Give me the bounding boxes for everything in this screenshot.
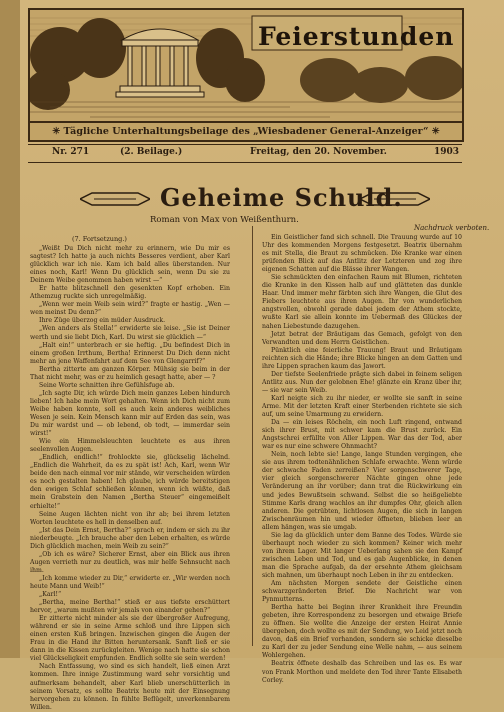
paragraph: Nach Entfassung, wo sind es sich handelt, ließ einen Arzt kommen. Ihre innige Zustimmung ward sehr vorsichtig und aufmerksam behandelt, aber Karl blieb unerschütterlich in seinem Vorsatz, es sollte Beatrix heute mit der Einsegnung hervorgehen zu können. In fühlte Beflügelt, unverkennbarem Willen. — [30, 663, 230, 711]
issue-date: Freitag, den 20. November. — [250, 147, 387, 157]
paragraph: Da — ein leises Röcheln, ein noch Luft ringend, entwand sich ihrer Brust, mit schwer kam die Brust zurück. Ein Angstschrei erfüllte von Aller Lippen. War das der Tod, aber war es nur eine schwere Ohnmacht? — [262, 419, 462, 451]
paragraph: Ihre Züge überzog ein müder Ausdruck. — [39, 317, 166, 325]
binding-gutter — [0, 0, 20, 658]
issue-number: Nr. 271 — [52, 147, 90, 157]
article-title: Geheime Schuld. — [160, 183, 403, 212]
paragraph: „Wen anders als Stella!“ erwiderte sie leise. „Sie ist Deiner werth und sie liebt Dich, Karl. Du wirst sie glücklich —“ — [30, 325, 230, 341]
paragraph: Wie ein Himmelsleuchten leuchtete es aus ihren seelenvollen Augen. — [30, 438, 230, 454]
masthead-title: Feierstunden — [258, 22, 455, 51]
article-byline: Roman von Max von Weißenthurn. — [150, 215, 299, 225]
paragraph: „Ich komme wieder zu Dir,“ erwiderte er. „Wir werden noch heute Mann und Weib!“ — [30, 574, 230, 590]
paragraph: Karl neigte sich zu ihr nieder, er wollte sie sanft in seine Arme. Mit der letzten Kraft einer Sterbenden richtete sie sich auf, um seine Umarmung zu erwidern. — [262, 394, 462, 419]
paragraph: „Ist das Dein Ernst, Bertha?“ sprach er, indem er sich zu ihr niederbeugte. „Ich brauche aber den Leben erhalten, es würde Dich glücklich machen, mein Weib zu sein?“ — [30, 526, 230, 550]
article-headline — [80, 183, 430, 213]
paragraph: Pünktlich eine feierliche Trauung! Braut und Bräutigam reichten sich die Hände; ihre Blicke hingen an dem Gatten und ihre Lippen sprachen kaum das Jawort. — [262, 346, 462, 370]
issue-section: (2. Beilage.) — [120, 147, 183, 157]
article-column-right — [262, 234, 462, 685]
continuation-tag: (7. Fortsetzung.) — [72, 235, 127, 243]
issue-year: 1903 — [434, 147, 460, 157]
paragraph: Bertha hatte bei Beginn ihrer Krankheit ihre Freundin gebeten, ihre Korrespondenz zu besorgen und etwaige Briefe zu öffnen. Sie wollte die Anzeige der ersten Heirat Annie übergeben, doch wollte es mit der Sendung, wo Leid jetzt noch davon, daß ein Brief vorhanden, sondern sie schicke dieselbe zu Karl der zu jeder Sendung eine Welle nahm, — aus seinem Wohlergehen. — [262, 604, 462, 660]
paragraph: Nein, noch lebte sie! Lange, lange Stunden vergingen, ehe sie aus ihrem todtenähnlichen Schlafe erwachte. Wenn würde der schwache Faden zerreißen? Vier sorgenschwerer Tage, vier gleich sorgenschwerer Nächte gingen ohne jede Veränderung an ihr vorüber; dann trat die Rückwirkung ein und jedes Bewußtsein schwand. Selbst die so heißgeliebte Stimme Karls drang wachlos an ihr dumpfes Ohr, gleich allen anderen. Die getrübten, lichtlosen Augen, die sich in langen Zwischenräumen hin und wieder öffneten, blieben leer an allem hängen, was sie umgab. — [262, 451, 462, 531]
masthead-subtitle: ✳ Tägliche Unterhaltungsbeilage des „Wiesbadener General-Anzeiger“ ✳ — [30, 121, 462, 140]
paragraph: „Weißt Du Dich nicht mehr zu erinnern, wie Du mir es sagtest? Ich hatte ja auch nichts Besseres verdient, aber Karl glücklich war ich nie. Kam ich bald alles überstanden. Nur eines noch, Karl! Wenn Du glücklich sein, wenn Du sie zu Deinem Weibe genommen haben wirst —“ — [30, 245, 230, 285]
paragraph: Ein Geistlicher fand sich schnell. Die Trauung wurde auf 10 Uhr des kommenden Morgens festgesetzt. Beatrix übernahm es mit Stella, die Braut zu schmücken. Die Kranke war einen prüfenden Blick auf das Antlitz der Letzteren und zog ihre eigenen Schatten auf die Blässe ihrer Wangen. — [262, 234, 462, 274]
column-divider — [252, 226, 253, 646]
paragraph: „Endlich, endlich!“ frohlockte sie, glückselig lächelnd. „Endlich die Wahrheit, da es zu spät ist! Ach, Karl, wenn Wir beide den nach einmal vor mir stände, wir verscheiden würden es noch gestalten haben! Ich glaube, ich würde bereitstigen den ewigen Schlaf schließen können, wenn ich wüßte, daß mein Grabstein den Namen „Bertha Steuer“ eingemeißelt erhielte!“ — [30, 454, 230, 510]
article-column-left — [30, 245, 230, 712]
headline-ornament-left — [80, 189, 150, 209]
copyright-note: Nachdruck verboten. — [414, 224, 490, 232]
masthead-illustration — [30, 10, 462, 122]
paragraph: Seine Augen lächten nicht von ihr ab; bei ihrem letzten Worten leuchtete es hell in denselben auf. — [30, 510, 230, 526]
paragraph: Am nächsten Morgen sendete der Geistliche einen schwarzgeränderten Brief. Die Nachricht war von Pynmutterns. — [262, 580, 462, 604]
paragraph: Beatrix öffnete deshalb das Schreiben und las es. Es war von Frank Morthon und meldete den Tod ihrer Tante Elisabeth Corley. — [262, 660, 462, 684]
paragraph: Jetzt betrat der Bräutigam das Gemach, gefolgt von den Verwandten und dem Herrn Geistlichen. — [262, 330, 462, 346]
paragraph: „Ob ich es wäre? Sicherer Ernst, aber ein Blick aus ihren Augen verrieth nur zu deutlich, was mir helfe Sehnsucht nach ihm. — [30, 550, 230, 574]
issue-meta — [30, 147, 460, 161]
paragraph: „Ich sagte Dir, ich würde Dich mein ganzes Leben hindurch lieben! Ich habe mein Wort gehalten. Wenn ich Dich nicht zum Weibe haben konnte, soll es auch kein anderes weibliches Wesen je sein. Kein Mensch kann mir auf Erden das sein, was Du mir wardst und — ob lebend, ob todt, — immerdar sein wirst!“ — [30, 389, 230, 438]
paragraph: Er zitterte nicht minder als sie der übergroßer Aufregung, während er sie in seine Arme schloß und ihre Lippen sich einen ersten Kuß bringen. Inzwischen gingen die Augen der Frau in die Hand ihr Bitten heruntersank. Sanft ließ er sie dann in die Kissen zurückgleiten. Wenige nach hatte sie schon viel Glückseligkeit empfunden. Endlich sollte sie sein werden! — [30, 615, 230, 663]
top-rule — [28, 144, 462, 145]
paragraph: „Bertha, meine Bertha!“ stieß er aus tiefste erschüttert hervor, „warum mußten wir jemals von einander gehen?“ — [30, 599, 230, 615]
paragraph: Seine Worte schnitten ihre Gefühlsfuge ab. — [39, 381, 175, 389]
headline-ornament-right — [360, 189, 430, 209]
paragraph: Sie schmückten den einfachen Raum mit Blumen, richteten die Kranke in den Kissen halb auf und glätteten das dunkle Haar. Und immer mehr färbten sich ihre Wangen, die Glut des Fiebers leuchtete aus ihren Augen. Ihr von wunderlichen angstvollen, obwohl gerade dabei jedem der Athem stockte, wußte Karl sie allein konnte im Uebermaß des Glückes der nahen Liebestunde dazugehen. — [262, 274, 462, 330]
meta-rule — [28, 162, 462, 163]
paragraph: Er hatte blitzschnell den gesenkten Kopf erhoben. Ein Athemzug ruckte sich unregelmäßig. — [30, 285, 230, 301]
paragraph: „Halt ein!“ unterbrach er sie heftig. „Du befindest Dich in einem großen Irrthum, Bertha! Erinnerst Du Dich denn nicht mehr an jene Waffenfahrt auf dem See von Glengarrif?“ — [30, 341, 230, 365]
paragraph: Bertha zitterte am ganzen Körper. Mühsig sie beim in der That nicht mehr, was er zu heimlich gesagt hatte, aber — ? — [30, 365, 230, 381]
masthead — [28, 8, 464, 142]
paragraph: „Wenn wer mein Weib sein wird?“ fragte er hastig. „Wen — wen meinst Du denn?“ — [30, 301, 230, 317]
paragraph: Der tiefste Seelenfriede prägte sich dabei in feinem seligen Antlitz aus. Nun der gelobnen Ehe! glänzte ein Kranz über ihr, — sie war sein Weib. — [262, 370, 462, 394]
paragraph: Sie lag da glücklich unter dem Banne des Todes. Würde sie überhaupt noch wieder zu sich kommen? Keiner wich mehr von ihrem Lager. Mit langer Ueberlang sahen sie den Kampf zwischen Leben und Tod, und es gab Augenblicke, in denen man die Sprache aufgab, da der ersehnte Athem gleichsam sich mahnen, um überhaupt noch Leben in ihr zu entdecken. — [262, 531, 462, 579]
paragraph: „Karl!“ — [39, 591, 62, 599]
